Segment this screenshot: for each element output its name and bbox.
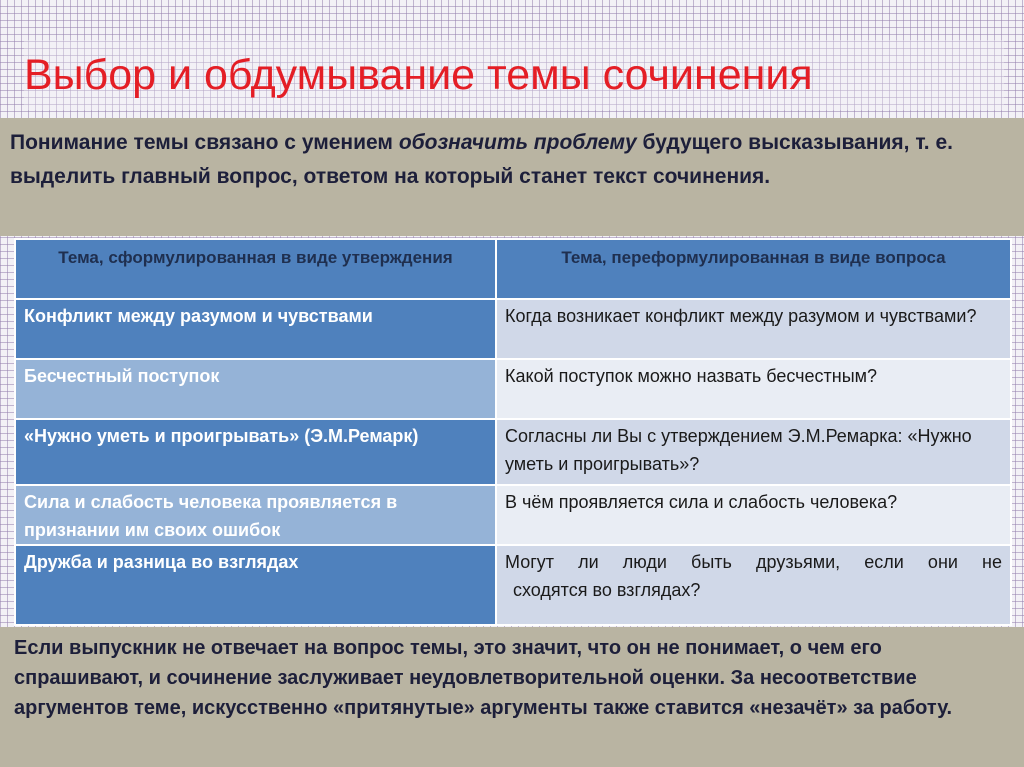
- header-statement: Тема, сформулированная в виде утверждения: [15, 239, 496, 299]
- header-question: Тема, переформулированная в виде вопроса: [496, 239, 1011, 299]
- intro-emphasis: обозначить проблему: [398, 131, 637, 154]
- outro-text-block: Если выпускник не отвечает на вопрос темы, это значит, что он не понимает, о чем его спрашивают, и сочинение заслуживает неудовлетворительной оценки. За несоответствие аргументов теме, искусственно «притянутые» аргументы также ставится «незачёт» за работу.: [0, 627, 1024, 767]
- statement-cell: Конфликт между разумом и чувствами: [15, 299, 496, 359]
- table-row: [15, 359, 1011, 419]
- table-row: [15, 299, 1011, 359]
- slide-title: Выбор и обдумывание темы сочинения: [24, 40, 1004, 110]
- question-line-1: Могут ли люди быть друзьями, если они не: [505, 552, 1002, 572]
- intro-text-start: Понимание темы связано с умением: [10, 131, 399, 154]
- question-cell: [496, 545, 1011, 625]
- question-cell: Когда возникает конфликт между разумом и чувствами?: [496, 299, 1011, 359]
- question-cell: Согласны ли Вы с утверждением Э.М.Ремарка: «Нужно уметь и проигрывать»?: [496, 419, 1011, 485]
- statement-cell: Сила и слабость человека проявляется в признании им своих ошибок: [15, 485, 496, 545]
- intro-text-end: будущего высказывания, т. е. выделить главный вопрос, ответом на который станет текст сочинения.: [10, 131, 953, 188]
- table-row: [15, 545, 1011, 625]
- statement-cell: Дружба и разница во взглядах: [15, 545, 496, 625]
- question-cell: В чём проявляется сила и слабость человека?: [496, 485, 1011, 545]
- intro-text-block: [0, 118, 1024, 236]
- question-cell: Какой поступок можно назвать бесчестным?: [496, 359, 1011, 419]
- statement-cell: «Нужно уметь и проигрывать» (Э.М.Ремарк): [15, 419, 496, 485]
- question-line-2: сходятся во взглядах?: [513, 580, 701, 600]
- table-row: [15, 419, 1011, 485]
- table-header-row: [15, 239, 1011, 299]
- topics-table: [14, 238, 1012, 626]
- table-row: [15, 485, 1011, 545]
- statement-cell: Бесчестный поступок: [15, 359, 496, 419]
